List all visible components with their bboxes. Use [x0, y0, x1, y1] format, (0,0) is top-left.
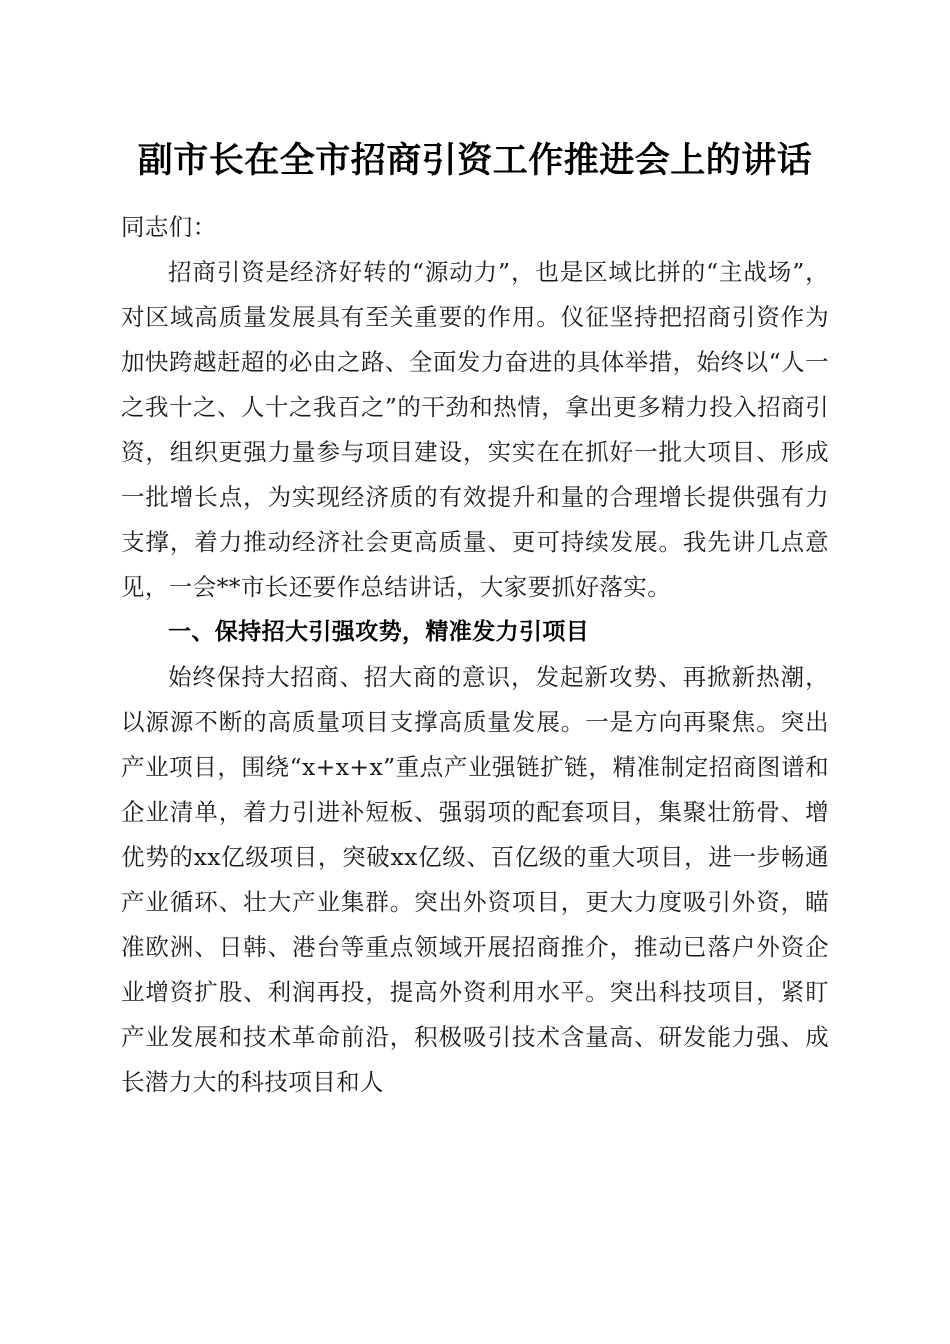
- intro-paragraph: 招商引资是经济好转的“源动力”，也是区域比拼的“主战场”，对区域高质量发展具有至关重要的作用。仪征坚持把招商引资作为加快跨越赶超的必由之路、全面发力奋进的具体举措，始终以“人一之我十之、人十之我百之”的干劲和热情，拿出更多精力投入招商引资，组织更强力量参与项目建设，实实在在抓好一批大项目、形成一批增长点，为实现经济质的有效提升和量的合理增长提供强有力支撑，着力推动经济社会更高质量、更可持续发展。我先讲几点意见，一会**市长还要作总结讲话，大家要抓好落实。: [121, 258, 829, 601]
- section-heading: 一、保持招大引强攻势，精准发力引项目: [168, 619, 590, 645]
- section-paragraph: 始终保持大招商、招大商的意识，发起新攻势、再掀新热潮，以源源不断的高质量项目支撑高质量发展。一是方向再聚焦。突出产业项目，围绕“x+x+x”重点产业强链扩链，精准制定招商图谱和企业清单，着力引进补短板、强弱项的配套项目，集聚壮筋骨、增优势的xx亿级项目，突破xx亿级、百亿级的重大项目，进一步畅通产业循环、壮大产业集群。突出外资项目，更大力度吸引外资，瞄准欧洲、日韩、港台等重点领域开展招商推介，推动已落户外资企业增资扩股、利润再投，提高外资利用水平。突出科技项目，紧盯产业发展和技术革命前沿，积极吸引技术含量高、研发能力强、成长潜力大的科技项目和人: [121, 663, 829, 1096]
- document-body: [121, 205, 829, 1105]
- document-title: 副市长在全市招商引资工作推进会上的讲话: [137, 140, 813, 181]
- salutation: 同志们：: [121, 213, 217, 241]
